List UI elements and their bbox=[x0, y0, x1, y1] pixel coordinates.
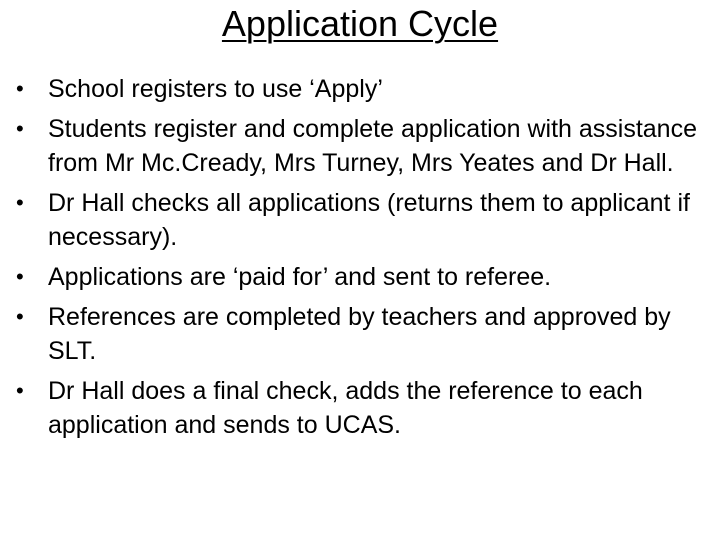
bullet-list bbox=[16, 72, 706, 448]
slide-title bbox=[0, 2, 720, 46]
bullet-icon: • bbox=[16, 190, 24, 215]
bullet-text: School registers to use ‘Apply’ bbox=[48, 75, 383, 103]
bullet-item bbox=[16, 186, 706, 254]
bullet-text: Applications are ‘paid for’ and sent to referee. bbox=[48, 263, 552, 291]
bullet-item bbox=[16, 260, 706, 294]
bullet-item bbox=[16, 374, 706, 442]
bullet-text: Students register and complete application with assistance from Mr Mc.Cready, Mrs Turney, Mrs Yeates and Dr Hall. bbox=[48, 115, 697, 177]
bullet-item bbox=[16, 300, 706, 368]
bullet-icon: • bbox=[16, 76, 24, 101]
bullet-text: References are completed by teachers and approved by SLT. bbox=[48, 303, 671, 365]
bullet-icon: • bbox=[16, 116, 24, 141]
bullet-icon: • bbox=[16, 304, 24, 329]
slide-title-text: Application Cycle bbox=[221, 3, 499, 44]
bullet-text: Dr Hall does a final check, adds the reference to each application and sends to UCAS. bbox=[48, 377, 643, 439]
bullet-item bbox=[16, 112, 706, 180]
bullet-text: Dr Hall checks all applications (returns them to applicant if necessary). bbox=[48, 189, 690, 251]
bullet-icon: • bbox=[16, 264, 24, 289]
bullet-item bbox=[16, 72, 706, 106]
bullet-icon: • bbox=[16, 378, 24, 403]
